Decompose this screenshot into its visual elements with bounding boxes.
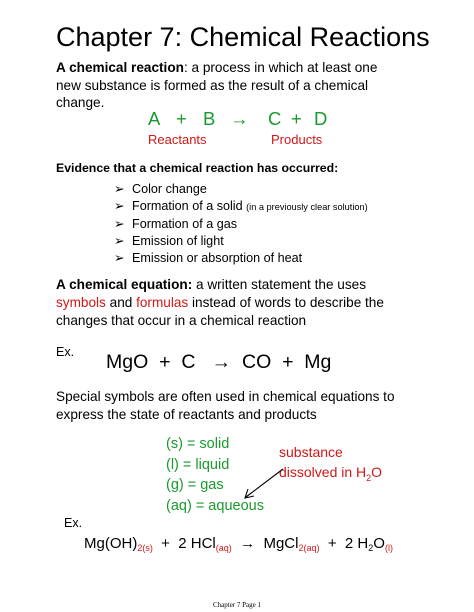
arrow-bullet-icon: ➢ <box>114 182 125 196</box>
state-liquid: (l) = liquid <box>166 456 230 473</box>
state-gas: (g) = gas <box>166 477 224 494</box>
example-equation: MgO + C → CO + Mg <box>106 351 332 373</box>
list-item: ➢ Formation of a solid (in a previously clear solution) <box>114 199 368 213</box>
equation-term-c: C <box>268 108 282 129</box>
example-label: Ex. <box>64 516 83 530</box>
special-symbols-text: Special symbols are often used in chemical equations to express the state of reactants and products <box>56 389 395 422</box>
definition-text: a process in which at least one new substance is formed as the result of a chemical change. <box>56 60 378 110</box>
products-label: Products <box>271 132 323 147</box>
equation-term-b: B <box>203 108 216 129</box>
list-item: ➢ Emission or absorption of heat <box>114 251 303 265</box>
aqueous-note: substance dissolved in $H_2O$ <box>279 444 383 483</box>
definition-term: A chemical reaction <box>56 60 184 75</box>
reactants-label: Reactants <box>148 132 207 147</box>
symbols-keyword: symbols <box>56 295 106 310</box>
evidence-heading: Evidence that a chemical reaction has occurred: <box>56 161 339 175</box>
page-footer: Chapter 7 Page 1 <box>212 601 261 609</box>
definition-colon: : <box>183 60 188 75</box>
chemical-equation-definition: A chemical equation: a written statement the uses symbols and formulas instead of words to describe the changes that occur in a chemical reaction <box>56 277 384 328</box>
arrow-bullet-icon: ➢ <box>114 199 125 213</box>
arrow-bullet-icon: ➢ <box>114 217 125 231</box>
example-equation: $Mg(OH)_{2(s)} + 2$ HCl$_{(aq)}$ → MgCl$_{2(aq)}$ + 2 $H_2O_{(l)}$ <box>84 535 393 553</box>
list-item-note: (in a previously clear solution) <box>246 202 368 212</box>
page-title: Chapter 7: Chemical Reactions <box>56 22 430 52</box>
example-label: Ex. <box>56 345 75 359</box>
equation-plus: + <box>176 108 187 129</box>
equation-plus: + <box>291 108 302 129</box>
arrow-bullet-icon: ➢ <box>114 234 125 248</box>
arrow-bullet-icon: ➢ <box>114 251 125 265</box>
equation-term-d: D <box>314 108 328 129</box>
equation-term-a: A <box>148 108 161 129</box>
list-item: ➢ Color change <box>114 182 207 196</box>
formulas-keyword: formulas <box>136 295 189 310</box>
list-item: ➢ Formation of a gas <box>114 217 237 231</box>
state-aqueous: (aq) = aqueous <box>166 497 264 514</box>
state-solid: (s) = solid <box>166 436 230 452</box>
definition-term: A chemical equation: <box>56 277 193 292</box>
reaction-arrow: → <box>230 108 249 129</box>
list-item: ➢ Emission of light <box>114 234 224 248</box>
